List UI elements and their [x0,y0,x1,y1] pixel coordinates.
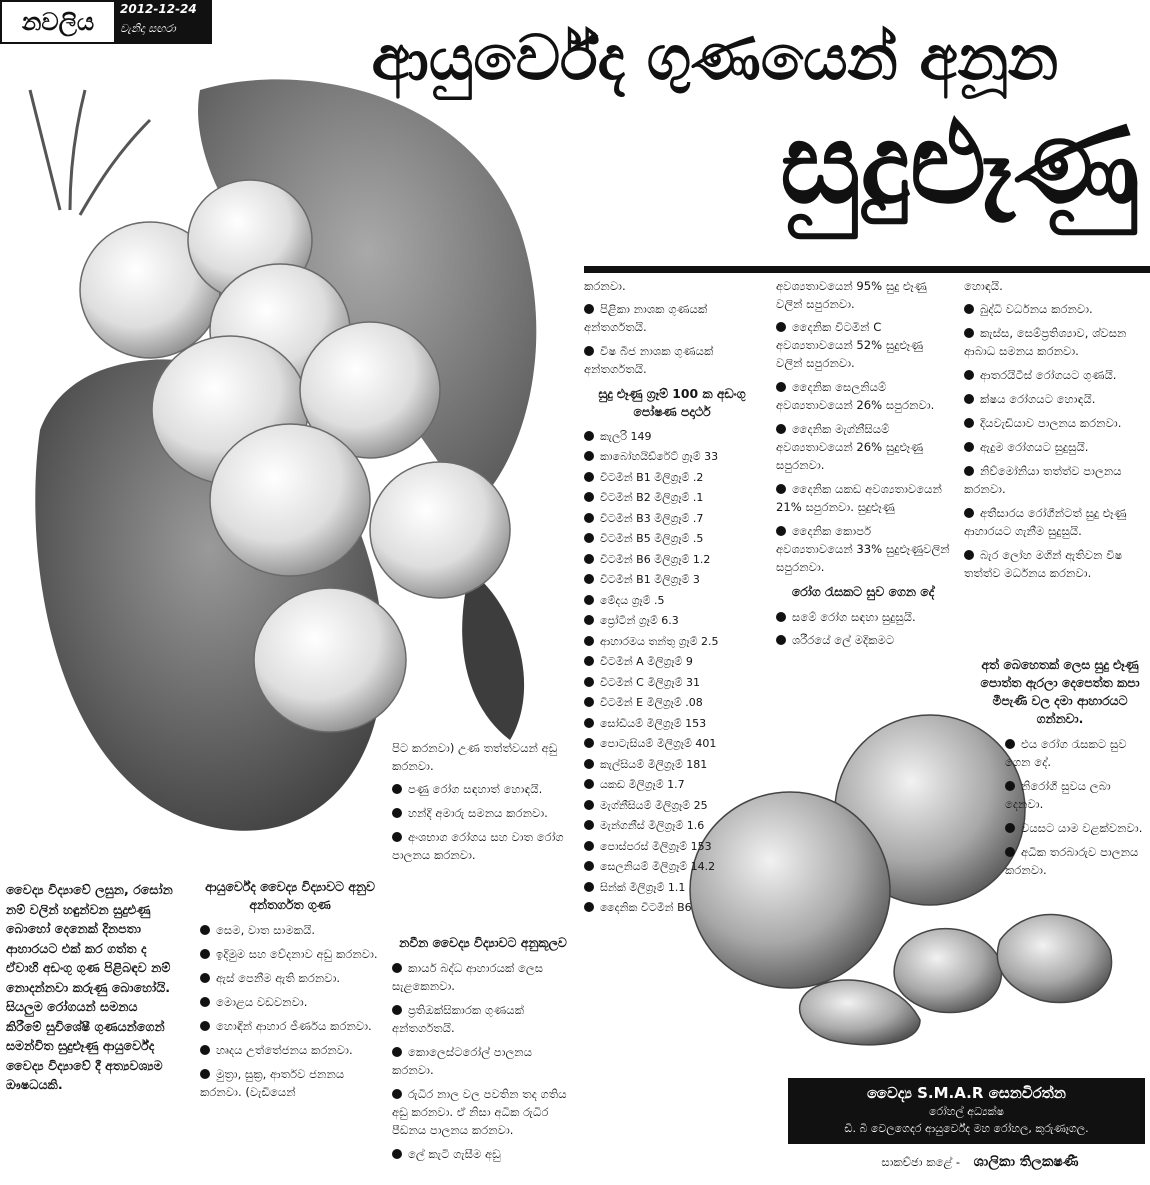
list-item: ප්‍රෝටීන් ග්‍රෑම් 6.3 [584,613,760,630]
bullet-icon [584,346,594,356]
list-item: දෛනික විටමින් B6 [584,900,760,917]
bullet-icon [584,451,594,461]
list-item: පිළිකා නාශක ගුණයක් අන්තර්ගතයි. [584,301,708,334]
remedy-heading: අත් බෙහෙතක් ලෙස සුදු ළූණු පොත්ත ඇරලා දෙපෙත්ත කපා මීපැණි වල දමා ආහාරයට ගන්නවා. [980,657,1140,726]
list-item: ප්‍රතිඔක්සිකාරක ගුණයක් අන්තර්ගතයි. [392,1002,524,1035]
list-item: දියවැඩියාව පාලනය කරනවා. [964,415,1144,433]
headline-line1: ආයුර්වේද ගුණයෙන් අනූන [371,21,1059,94]
bullet-icon [392,1047,402,1057]
bullet-icon [584,431,594,441]
bullet-icon [964,508,974,518]
bullet-icon [200,1045,210,1055]
list-item: දෛනික කොපර් අවශ්‍යතාවයෙන් 33% සුදුළූණුවලින් සපුරනවා. [776,523,950,574]
interviewer-name: ශාලිකා තිලකෂණී [973,1154,1079,1170]
bullet-icon [584,513,594,523]
list-item: යකඩ මිලිග්‍රෑම් 1.7 [584,777,760,794]
ayurveda-heading: ආයුර්වේද වෛද්‍ය විද්‍යාවට අනුව අන්තර්ගත ගුණ [205,879,375,912]
bullet-icon [776,526,786,536]
interviewer-label: සාකච්ඡා කළේ - [881,1155,960,1169]
continuation-section [392,740,574,871]
bullet-icon [776,424,786,434]
list-item: සින්ක් මිලිග්‍රෑම් 1.1 [584,880,760,897]
list-item: විටමින් B5 මිලිග්‍රෑම් .5 [584,531,760,548]
bullet-icon [392,1149,402,1159]
interviewer-credit [790,1154,1145,1170]
bullet-icon [776,322,786,332]
modern-heading: නවීන වෛද්‍ය විද්‍යාවට අනුකූලව [399,935,567,950]
bullet-icon [584,820,594,830]
list-item: බැර ලෝහ මගින් ඇතිවන විෂ තත්ත්ව මර්ධනය කරනවා. [964,547,1123,580]
properties-list [584,301,760,379]
bullet-icon [200,1069,210,1079]
headline-line2: සුදුළූණු [780,98,1140,229]
list-item: විටමින් B3 මිලිග්‍රෑම් .7 [584,511,760,528]
list-item: අධික තරබාරුව පාලනය කරනවා. [1005,844,1139,877]
list-item: දෛනික යකඩ අවශ්‍යතාවයෙන් 21% සපුරනවා. සුදුළූණු [776,481,942,514]
bullet-icon [584,533,594,543]
bullet-icon [584,574,594,584]
list-item: ක්ෂය රෝගයට හොඳයි. [964,391,1144,409]
list-item: කැස්ස, සෙම්ප්‍රතිශ්‍යාව, ශ්වසන ආබාධ සමනය කරනවා. [964,325,1127,358]
nutrition-column [584,278,760,921]
list-item: කාර්ය බද්ධ ආහාරයක් ලෙස සැළකෙනවා. [392,960,544,993]
issue-date: 2012-12-24 [120,2,197,16]
bullet-icon [584,759,594,769]
modern-list [392,960,574,1164]
list-item: අතීසාරය රෝගීන්ටත් සුදු ළූණු ආහාරයට ගැනීම සුදුසුයි. [964,505,1127,538]
bullet-icon [584,882,594,892]
list-item: සමේ රෝග සඳහා සුදුසුයි. [776,609,950,627]
list-item: බුද්ධි වර්ධනය කරනවා. [964,301,1144,319]
bullet-icon [1005,823,1015,833]
list-item: දෛනික මැග්නීසියම් අවශ්‍යතාවයෙන් 26% සුදුළූණු සපුරනවා. [776,421,924,472]
list-item: නිරෝගී සුවය ලබා දෙනවා. [1005,778,1111,811]
bullet-icon [200,973,210,983]
list-item: රුධිර නාල වල පවතින තද ගතිය අඩු කරනවා. ඒ නිසා අධික රුධිර පීඩනය පාලනය කරනවා. [392,1086,567,1137]
list-item: විටමින් A මිලිග්‍රෑම් 9 [584,654,760,671]
bullet-icon [776,484,786,494]
bullet-icon [1005,847,1015,857]
list-item: කාබෝහයිඩ්රේට් ග්‍රෑම් 33 [584,449,760,466]
leaf-small [462,570,524,740]
list-item: විටමින් C මිලිග්‍රෑම් 31 [584,675,760,692]
ayurveda-list [200,922,380,1102]
list-item: නිව්මෝනියා තත්ත්ව පාලනය කරනවා. [964,463,1122,496]
list-item: කොලෙස්ටරෝල් පාලනය කරනවා. [392,1044,533,1077]
bullet-icon [964,550,974,560]
bullet-icon [776,635,786,645]
list-item: ලේ කැටි ගැසීම අඩු [392,1146,574,1164]
list-item: කැලරි 149 [584,429,760,446]
list-item: මොළය වඩවනවා. [200,994,380,1012]
bullet-icon [392,832,402,842]
bullet-icon [584,615,594,625]
column-lead: හොඳයි. [964,279,1003,293]
bullet-icon [584,738,594,748]
list-item: එය රෝග රැසකට සුව ගෙන දේ. [1005,736,1127,769]
list-item: පොස්පරස් මිලිග්‍රෑම් 153 [584,839,760,856]
bullet-icon [964,418,974,428]
bullet-icon [964,442,974,452]
requirement-list [776,319,950,577]
column-lead: කරනවා. [584,279,626,293]
bullet-icon [584,800,594,810]
bullet-icon [200,1021,210,1031]
benefits-column [964,278,1144,589]
list-item: ඇදුම රෝගයට සුදුසුයි. [964,439,1144,457]
remedy-list [1005,736,1145,880]
home-remedy-section [975,650,1145,886]
bullet-icon [584,697,594,707]
bullet-icon [584,841,594,851]
bullet-icon [584,677,594,687]
disease-heading: රෝග රැසකට සුව ගෙන දේ [791,583,935,599]
bullet-icon [584,656,594,666]
issue-tagline: වැනිදා සඟරා [120,22,176,35]
list-item: පොටැසියම් මිලිග්‍රෑම් 401 [584,736,760,753]
bullet-icon [392,808,402,818]
list-item: විටමින් B6 මිලිග්‍රෑම් 1.2 [584,552,760,569]
bullet-icon [964,466,974,476]
bullet-icon [584,472,594,482]
bullet-icon [584,492,594,502]
bullet-icon [584,636,594,646]
nutrition-heading: සුදු ළූණු ග්‍රෑම් 100 ක අඩංගු පෝෂණ පදාර්ථ [598,385,746,419]
bullet-icon [200,949,210,959]
list-item: පණු රෝග සඳහාත් හොඳයි. [392,781,574,799]
bullet-icon [584,779,594,789]
list-item: සෙම, වාත සාමකයි. [200,922,380,940]
continuation-lead: පිට කරනවා) උණ තත්ත්වයන් අඩු කරනවා. [392,741,558,773]
nutrition-list [584,429,760,917]
bullet-icon [200,997,210,1007]
list-item: හෘදය උත්තේජනය කරනවා. [200,1042,380,1060]
list-item: ආහාරමය තන්තු ග්‍රෑම් 2.5 [584,634,760,651]
bullet-icon [964,328,974,338]
benefits-list [964,301,1144,583]
bullet-icon [392,784,402,794]
bullet-icon [964,370,974,380]
list-item: සෙලනියම් මිලිග්‍රෑම් 14.2 [584,859,760,876]
disease-list [776,609,950,651]
daily-requirement-column [776,278,950,656]
modern-medicine-section [392,928,574,1170]
bullet-icon [584,718,594,728]
list-item: විෂ බීජ නාශක ගුණයක් අන්තර්ගතයි. [584,343,714,376]
column-lead: අවශ්‍යතාවයෙන් 95% සුදු ළූණු වලින් සපුරනවා. [776,279,927,311]
bullet-icon [584,902,594,912]
list-item: හන්දි අමාරු සමනය කරනවා. [392,805,574,823]
ayurveda-section [200,872,380,1108]
magazine-name: නවලිය [2,2,116,42]
bullet-icon [964,304,974,314]
bullet-icon [1005,781,1015,791]
list-item: ඇස් පෙනීම ඇති කරනවා. [200,970,380,988]
bullet-icon [1005,739,1015,749]
bullet-icon [964,394,974,404]
list-item: ඉදිමුම සහ වේදනාව අඩු කරනවා. [200,946,380,964]
bullet-icon [200,925,210,935]
list-item: විටමින් B2 මිලිග්‍රෑම් .1 [584,490,760,507]
list-item: මුත්‍රා, සුක්‍ර, ආර්තව ජනනය කරනවා. (වැඩියෙන් [200,1066,345,1099]
bullet-icon [584,304,594,314]
intro-text: වෛද්‍ය විද්‍යාවේ ලසුන, රසෝන නම් වලින් හඳුන්වන සුදුළුණු බොහෝ දෙනෙක් දිනපතා ආහාරයට එක් කර ගත්ත ද ඒවාහි අඩංගු ගුණ පිළිබඳව නම් නොදන්නවා කරුණු බොහෝයි. සියලුම රෝගයන් සමනය කිරීමේ සුවිශේෂී ගුණයන්ගෙන් සමන්විත සුදුළූණු ආයුර්වේද වෛද්‍ය විද්‍යාවේ දී අත්‍යවශ්‍යම ඖෂධයකි. [6,880,176,1095]
headline-rule [584,266,1150,273]
bullet-icon [392,1005,402,1015]
author-role: රෝහල් අධ්‍යක්ෂ [928,1105,1005,1118]
bullet-icon [584,554,594,564]
bullet-icon [776,382,786,392]
author-credit-box [788,1078,1145,1144]
list-item: දෛනික විටමින් C අවශ්‍යතාවයෙන් 52% සුදුළූණු වලින් සපුරනවා. [776,319,924,370]
list-item: ශරීරයේ ලේ මදිකමට [776,632,950,650]
list-item: සෝඩියම් මිලිග්‍රෑම් 153 [584,716,760,733]
garlic-stems [30,90,150,215]
list-item: මේදය ග්‍රෑම් .5 [584,593,760,610]
list-item: අංශභාග රෝගය සහ වාත රෝග පාලනය කරනවා. [392,829,564,862]
list-item: දෛනික සෙලනියම් අවශ්‍යතාවයෙන් 26% සපුරනවා. [776,379,935,412]
bullet-icon [392,1089,402,1099]
author-address: ඩී. බී වෙලගෙදර ආයුර්වේද මහ රෝහල, කුරුණෑගල. [844,1122,1089,1135]
list-item: හොඳින් ආහාර ජීර්ණය කරනවා. [200,1018,380,1036]
author-name: වෛද්‍ය S.M.A.R සෙනවිරත්න [867,1084,1066,1102]
bullet-icon [584,861,594,871]
list-item: කැල්සියම් මිලිග්‍රෑම් 181 [584,757,760,774]
bullet-icon [392,963,402,973]
bullet-icon [584,595,594,605]
list-item: මැග්නීසියම් මිලිග්‍රෑම් 25 [584,798,760,815]
bullet-icon [776,612,786,622]
list-item: මැන්ගනීස් මිලිග්‍රෑම් 1.6 [584,818,760,835]
continuation-list [392,781,574,865]
list-item: විටමින් E මිලිග්‍රෑම් .08 [584,695,760,712]
list-item: විටමින් B1 මිලිග්‍රෑම් 3 [584,572,760,589]
list-item: ආතරයිටීස් රෝගයට ගුණයි. [964,367,1144,385]
list-item: වයසට යාම වළක්වනවා. [1005,820,1145,838]
list-item: විටමින් B1 මිලිග්‍රෑම් .2 [584,470,760,487]
